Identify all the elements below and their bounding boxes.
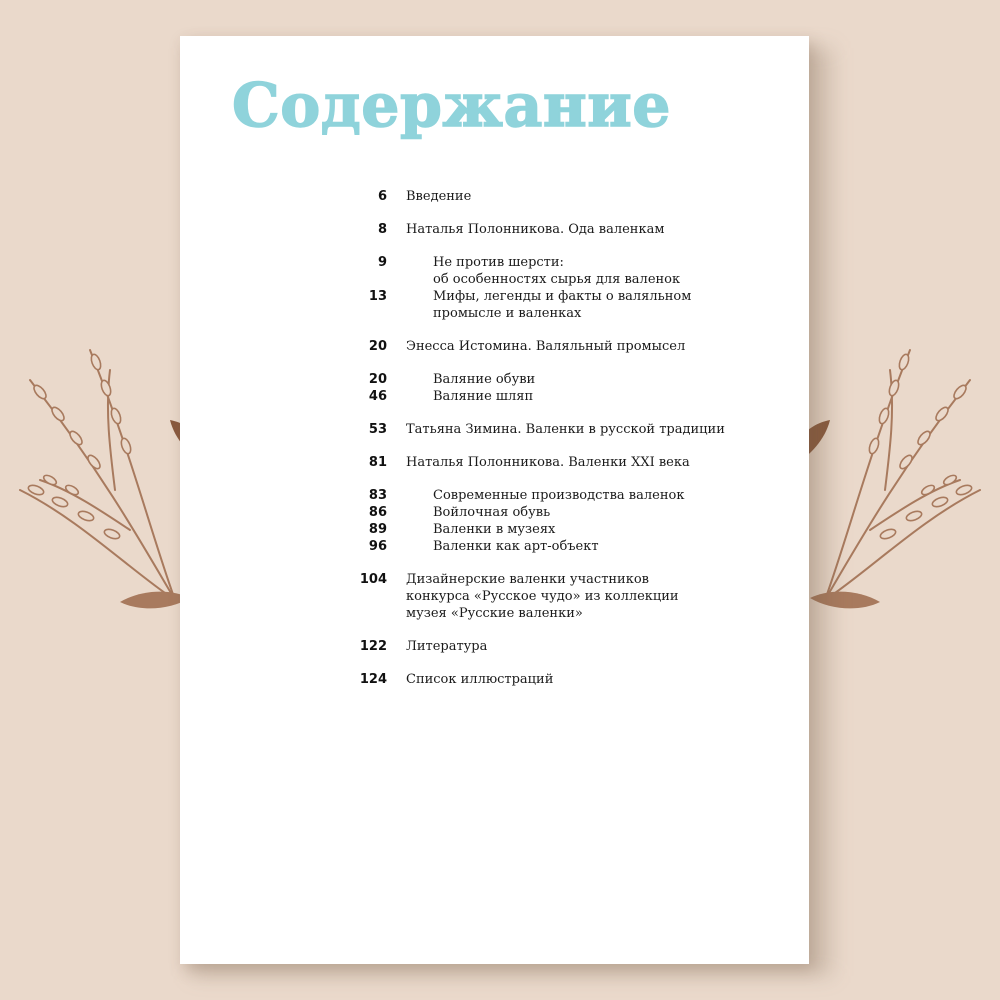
table-of-contents [180, 188, 809, 704]
toc-group [180, 221, 809, 238]
toc-entry-title: Татьяна Зимина. Валенки в русской традиции [406, 422, 725, 437]
toc-entry [180, 454, 809, 471]
toc-group [180, 671, 809, 688]
toc-group [180, 487, 809, 555]
toc-page-number: 20 [368, 339, 387, 354]
toc-entry-title: Валенки как арт-объект [433, 539, 599, 554]
toc-entry [180, 638, 809, 655]
toc-entry [180, 571, 809, 622]
toc-page-number: 124 [359, 672, 387, 687]
toc-entry-title: Литература [406, 639, 488, 654]
toc-entry [180, 388, 809, 405]
toc-group [180, 371, 809, 405]
toc-entry [180, 538, 809, 555]
toc-entry-title: Не против шерсти: об особенностях сырья для валенок [433, 255, 681, 287]
toc-group [180, 421, 809, 438]
toc-entry [180, 521, 809, 538]
page-title: Содержание [232, 71, 671, 141]
toc-entry [180, 504, 809, 521]
toc-entry [180, 671, 809, 688]
toc-entry-title: Введение [406, 189, 472, 204]
toc-entry-title: Дизайнерские валенки участников конкурса «Русское чудо» из коллекции музея «Русские валенки» [406, 572, 679, 621]
toc-page-number: 86 [368, 505, 387, 520]
toc-entry-title: Энесса Истомина. Валяльный промысел [406, 339, 686, 354]
toc-entry-title: Наталья Полонникова. Ода валенкам [406, 222, 665, 237]
toc-entry-title: Список иллюстраций [406, 672, 554, 687]
toc-group [180, 338, 809, 355]
toc-page-number: 8 [377, 222, 387, 237]
toc-entry-title: Валяние шляп [433, 389, 534, 404]
toc-entry [180, 188, 809, 205]
toc-entry [180, 254, 809, 288]
toc-entry-title: Наталья Полонникова. Валенки XXI века [406, 455, 690, 470]
toc-group [180, 454, 809, 471]
toc-page-number: 81 [368, 455, 387, 470]
toc-page-number: 122 [359, 639, 387, 654]
toc-page-number: 6 [377, 189, 387, 204]
toc-entry-title: Валенки в музеях [433, 522, 556, 537]
toc-entry [180, 421, 809, 438]
toc-page-number: 96 [368, 539, 387, 554]
toc-group [180, 571, 809, 622]
toc-group [180, 188, 809, 205]
toc-entry-title: Мифы, легенды и факты о валяльном промысле и валенках [433, 289, 692, 321]
toc-page-number: 46 [368, 389, 387, 404]
toc-entry-title: Валяние обуви [433, 372, 536, 387]
toc-page-number: 20 [368, 372, 387, 387]
toc-entry [180, 371, 809, 388]
toc-group [180, 254, 809, 322]
toc-entry [180, 288, 809, 322]
toc-page-number: 53 [368, 422, 387, 437]
toc-page-number: 104 [359, 572, 387, 587]
toc-entry [180, 338, 809, 355]
toc-page-number: 9 [377, 255, 387, 270]
toc-page-number: 83 [368, 488, 387, 503]
toc-page-number: 13 [368, 289, 387, 304]
toc-page-number: 89 [368, 522, 387, 537]
toc-entry [180, 221, 809, 238]
toc-entry [180, 487, 809, 504]
toc-entry-title: Современные производства валенок [433, 488, 685, 503]
toc-entry-title: Войлочная обувь [433, 505, 551, 520]
toc-group [180, 638, 809, 655]
book-page [180, 36, 809, 964]
